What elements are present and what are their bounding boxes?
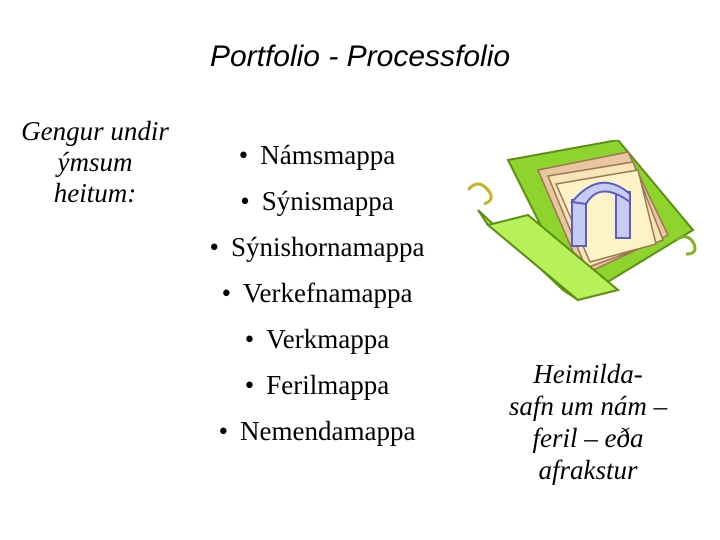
left-note-line: heitum:: [53, 178, 137, 208]
left-note-line: Gengur undir: [21, 116, 169, 146]
bullet-icon: •: [238, 140, 249, 170]
portfolio-names-list: [182, 132, 452, 454]
bullet-icon: •: [218, 416, 229, 446]
folder-portfolio-icon: [468, 140, 698, 310]
right-note: [478, 358, 698, 486]
bullet-icon: •: [244, 370, 255, 400]
right-note-line: afrakstur: [538, 455, 638, 485]
list-item-label: Verkefnamappa: [243, 278, 413, 308]
right-note-line: safn um nám –: [508, 391, 668, 421]
list-item-label: Sýnismappa: [261, 186, 394, 216]
list-item-label: Nemendamappa: [240, 416, 416, 446]
list-item-label: Námsmappa: [260, 140, 396, 170]
list-item: [182, 408, 452, 454]
bullet-icon: •: [221, 278, 232, 308]
list-item: [182, 316, 452, 362]
slide-title: Portfolio - Processfolio: [209, 40, 511, 73]
list-item-label: Verkmappa: [266, 324, 390, 354]
list-item: [182, 132, 452, 178]
bullet-icon: •: [209, 232, 219, 262]
list-item-label: Sýnishornamappa: [230, 232, 425, 262]
left-note: [0, 116, 190, 209]
list-item-label: Ferilmappa: [266, 370, 390, 400]
bullet-icon: •: [244, 324, 255, 354]
right-note-line: Heimilda-: [533, 359, 643, 389]
list-item: [182, 224, 452, 270]
list-item: [182, 178, 452, 224]
list-item: [182, 270, 452, 316]
right-note-line: feril – eða: [532, 423, 644, 453]
bullet-icon: •: [240, 186, 250, 216]
list-item: [182, 362, 452, 408]
left-note-line: ýmsum: [57, 147, 133, 177]
